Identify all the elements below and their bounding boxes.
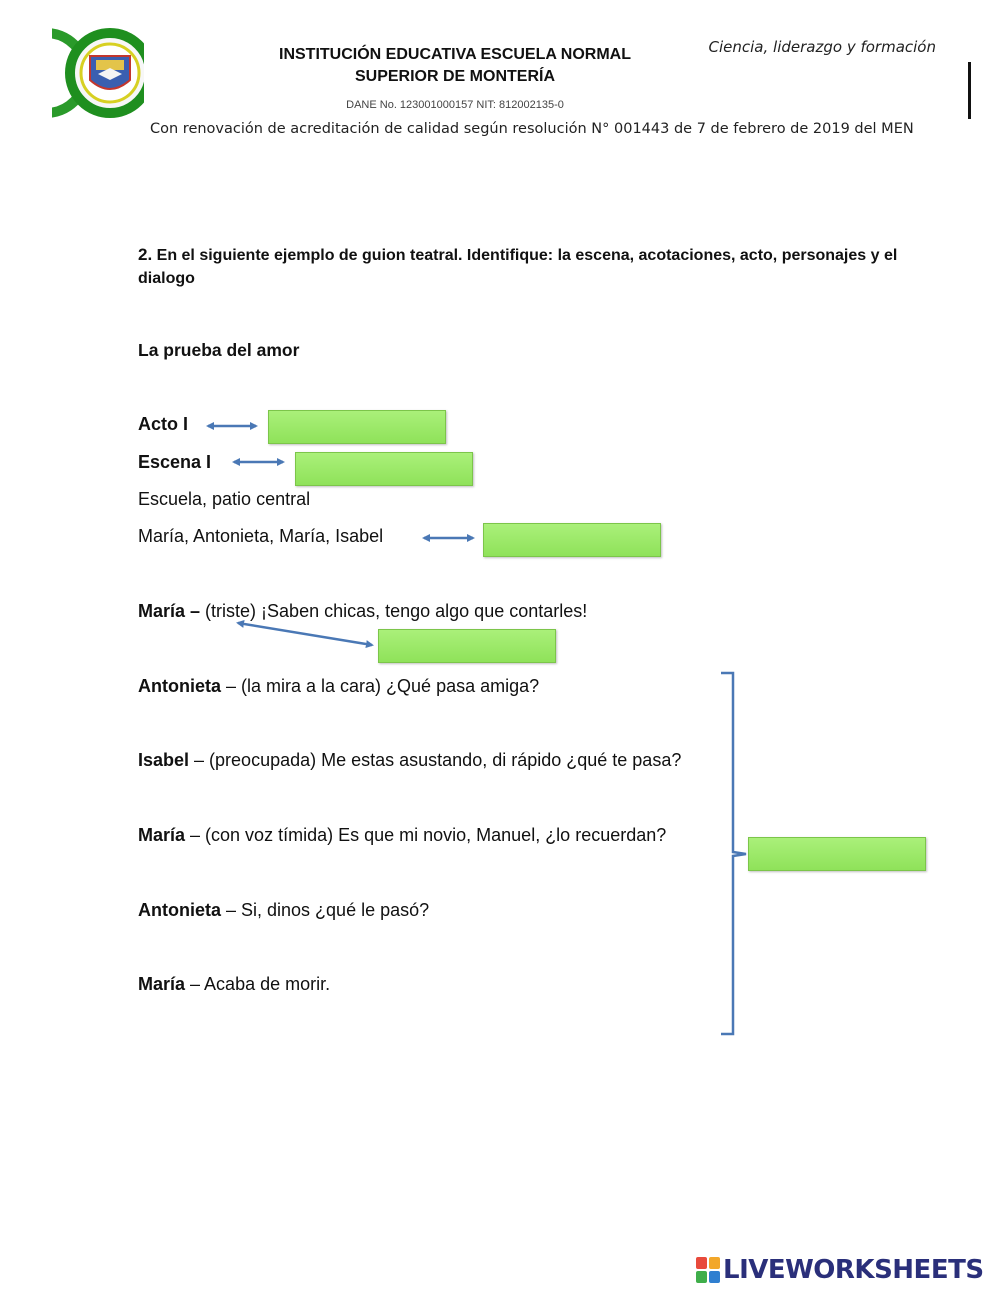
characters-line: María, Antonieta, María, Isabel	[138, 526, 384, 546]
dialogue-text: (triste) ¡Saben chicas, tengo algo que contarles!	[200, 601, 588, 621]
institution-name-line-1: INSTITUCIÓN EDUCATIVA ESCUELA NORMAL	[279, 46, 631, 63]
speaker-name: María	[138, 974, 186, 994]
institution-name-line-2: SUPERIOR DE MONTERÍA	[354, 68, 555, 85]
answer-box-scene[interactable]	[295, 452, 473, 486]
setting-line: Escuela, patio central	[138, 489, 311, 509]
dialogue-text: – Acaba de morir.	[185, 974, 331, 994]
stage-direction-arrow	[238, 623, 372, 645]
script-title: La prueba del amor	[138, 340, 300, 360]
dialogue-text: – (con voz tímida) Es que mi novio, Manuel, ¿lo recuerdan?	[185, 825, 667, 845]
act-text: Acto I	[138, 414, 189, 434]
speaker-name: María	[138, 825, 186, 845]
speaker-name: Antonieta	[138, 676, 221, 696]
question-text: En el siguiente ejemplo de guion teatral. Identifique: la escena, acotaciones, acto, personajes y el dialogo	[138, 247, 898, 287]
answer-box-act[interactable]	[268, 410, 446, 444]
liveworksheets-wordmark: LIVEWORKSHEETS	[723, 1255, 984, 1285]
question-number: 2.	[138, 245, 153, 264]
institution-motto: Ciencia, liderazgo y formación	[708, 38, 936, 56]
speaker-name: Isabel	[138, 750, 190, 770]
dialogue-text: – (la mira a la cara) ¿Qué pasa amiga?	[221, 676, 540, 696]
accreditation-text: Con renovación de acreditación de calidad según resolución N° 001443 de 7 de febrero de 2019 del MEN	[150, 121, 914, 137]
dane-nit-text: DANE No. 123001000157 NIT: 812002135-0	[346, 100, 564, 108]
dialogue-bracket	[721, 673, 746, 1034]
speaker-name: Antonieta	[138, 900, 221, 920]
answer-box-dialogue[interactable]	[748, 837, 926, 871]
liveworksheets-logo-icon	[696, 1257, 720, 1283]
speaker-name: María –	[138, 601, 201, 621]
dialogue-text: – (preocupada) Me estas asustando, di rápido ¿qué te pasa?	[189, 750, 682, 770]
answer-box-stage-direction[interactable]	[378, 629, 556, 663]
scene-text: Escena I	[138, 452, 212, 472]
answer-box-characters[interactable]	[483, 523, 661, 557]
dialogue-text: – Si, dinos ¿qué le pasó?	[221, 900, 430, 920]
liveworksheets-brand	[696, 1255, 984, 1285]
